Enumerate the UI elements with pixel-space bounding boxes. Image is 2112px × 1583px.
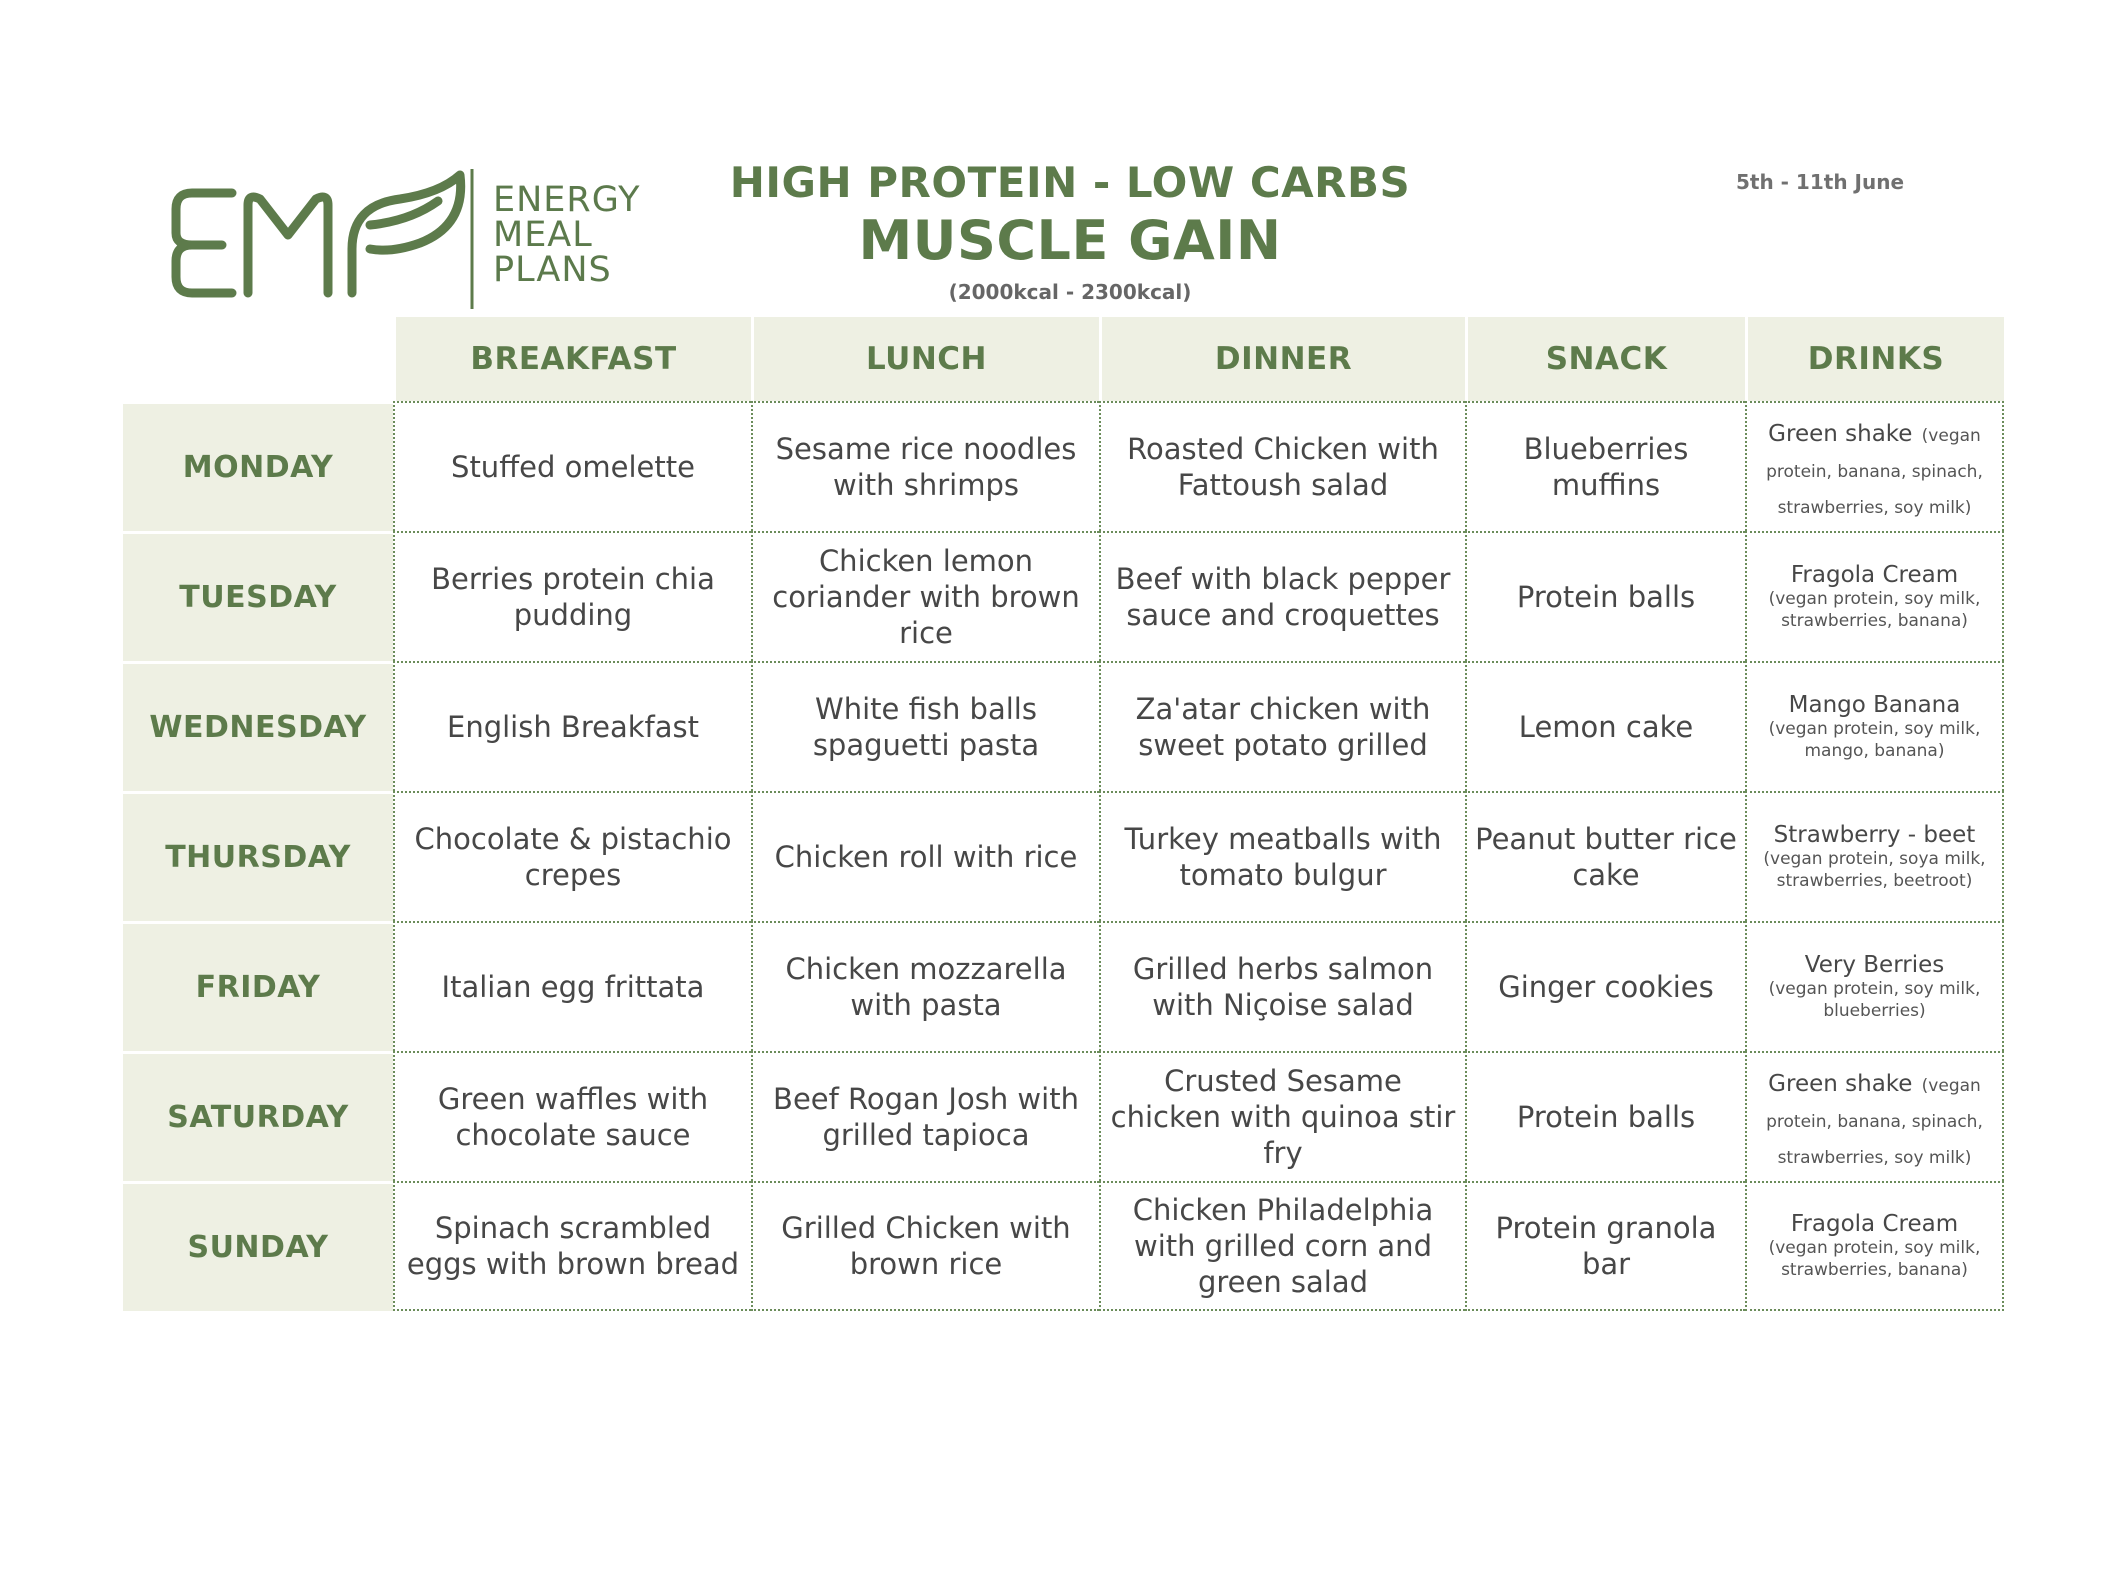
lunch-cell: Sesame rice noodles with shrimps	[751, 401, 1099, 531]
column-header-snack: SNACK	[1465, 317, 1745, 401]
drink-cell	[1745, 791, 2004, 921]
dinner-cell: Beef with black pepper sauce and croquettes	[1099, 531, 1465, 661]
lunch-cell: Beef Rogan Josh with grilled tapioca	[751, 1051, 1099, 1181]
table-row	[123, 791, 2004, 921]
day-label: SUNDAY	[123, 1181, 393, 1311]
breakfast-cell: Green waffles with chocolate sauce	[393, 1051, 751, 1181]
lunch-cell: Chicken mozzarella with pasta	[751, 921, 1099, 1051]
day-label: TUESDAY	[123, 531, 393, 661]
drink-cell	[1745, 531, 2004, 661]
dinner-cell: Turkey meatballs with tomato bulgur	[1099, 791, 1465, 921]
table-row	[123, 661, 2004, 791]
table-row	[123, 531, 2004, 661]
brand-logo	[170, 165, 640, 313]
date-range: 5th - 11th June	[1735, 170, 1905, 194]
page-title: MUSCLE GAIN	[858, 209, 1282, 272]
drink-ingredients: (vegan protein, soy milk, strawberries, banana)	[1768, 1238, 1981, 1280]
lunch-cell: White fish balls spaguetti pasta	[751, 661, 1099, 791]
day-label: FRIDAY	[123, 921, 393, 1051]
dinner-cell: Grilled herbs salmon with Niçoise salad	[1099, 921, 1465, 1051]
drink-ingredients: (vegan protein, soy milk, blueberries)	[1768, 979, 1981, 1021]
brand-word: PLANS	[493, 250, 612, 290]
column-header-drinks: DRINKS	[1745, 317, 2004, 401]
drink-cell	[1745, 921, 2004, 1051]
snack-cell: Blueberries muffins	[1465, 401, 1745, 531]
drink-cell	[1745, 1051, 2004, 1181]
plan-subtitle: HIGH PROTEIN - LOW CARBS	[729, 158, 1411, 207]
drink-cell	[1745, 1181, 2004, 1311]
drink-cell	[1745, 661, 2004, 791]
brand-word: MEAL	[493, 215, 593, 255]
day-label: SATURDAY	[123, 1051, 393, 1181]
table-row	[123, 1051, 2004, 1181]
day-label: MONDAY	[123, 401, 393, 531]
lunch-cell: Chicken lemon coriander with brown rice	[751, 531, 1099, 661]
breakfast-cell: Stuffed omelette	[393, 401, 751, 531]
drink-ingredients: (vegan protein, banana, spinach, strawberries, soy milk)	[1766, 426, 1983, 518]
column-header-dinner: DINNER	[1099, 317, 1465, 401]
drink-name: Fragola Cream	[1790, 562, 1959, 588]
dinner-cell: Chicken Philadelphia with grilled corn and green salad	[1099, 1181, 1465, 1311]
emp-logo-mark-icon	[170, 165, 480, 313]
breakfast-cell: Italian egg frittata	[393, 921, 751, 1051]
table-corner	[123, 317, 393, 401]
brand-word: ENERGY	[493, 180, 641, 220]
drink-name: Mango Banana	[1788, 692, 1961, 718]
dinner-cell: Roasted Chicken with Fattoush salad	[1099, 401, 1465, 531]
lunch-cell: Chicken roll with rice	[751, 791, 1099, 921]
drink-name: Very Berries	[1804, 952, 1945, 978]
drink-ingredients: (vegan protein, banana, spinach, strawberries, soy milk)	[1766, 1076, 1983, 1168]
dinner-cell: Za'atar chicken with sweet potato grilled	[1099, 661, 1465, 791]
column-header-lunch: LUNCH	[751, 317, 1099, 401]
lunch-cell: Grilled Chicken with brown rice	[751, 1181, 1099, 1311]
day-label: THURSDAY	[123, 791, 393, 921]
dinner-cell: Crusted Sesame chicken with quinoa stir fry	[1099, 1051, 1465, 1181]
table-row	[123, 1181, 2004, 1311]
plan-titles	[700, 158, 1440, 306]
breakfast-cell: Spinach scrambled eggs with brown bread	[393, 1181, 751, 1311]
drink-ingredients: (vegan protein, soya milk, strawberries, beetroot)	[1763, 849, 1986, 891]
calorie-range: (2000kcal - 2300kcal)	[948, 280, 1192, 304]
breakfast-cell: English Breakfast	[393, 661, 751, 791]
snack-cell: Protein balls	[1465, 531, 1745, 661]
snack-cell: Lemon cake	[1465, 661, 1745, 791]
snack-cell: Peanut butter rice cake	[1465, 791, 1745, 921]
table-header-row	[123, 317, 2004, 401]
table-row	[123, 401, 2004, 531]
snack-cell: Protein granola bar	[1465, 1181, 1745, 1311]
breakfast-cell: Chocolate & pistachio crepes	[393, 791, 751, 921]
drink-name: Green shake	[1768, 421, 1913, 447]
drink-name: Strawberry - beet	[1773, 822, 1976, 848]
breakfast-cell: Berries protein chia pudding	[393, 531, 751, 661]
snack-cell: Ginger cookies	[1465, 921, 1745, 1051]
drink-name: Green shake	[1768, 1071, 1913, 1097]
drink-cell	[1745, 401, 2004, 531]
drink-ingredients: (vegan protein, soy milk, strawberries, banana)	[1768, 589, 1981, 631]
meal-plan-table	[123, 317, 2004, 1311]
column-header-breakfast: BREAKFAST	[393, 317, 751, 401]
table-row	[123, 921, 2004, 1051]
drink-name: Fragola Cream	[1790, 1211, 1959, 1237]
drink-ingredients: (vegan protein, soy milk, mango, banana)	[1768, 719, 1981, 761]
brand-wordmark	[493, 180, 641, 290]
snack-cell: Protein balls	[1465, 1051, 1745, 1181]
day-label: WEDNESDAY	[123, 661, 393, 791]
